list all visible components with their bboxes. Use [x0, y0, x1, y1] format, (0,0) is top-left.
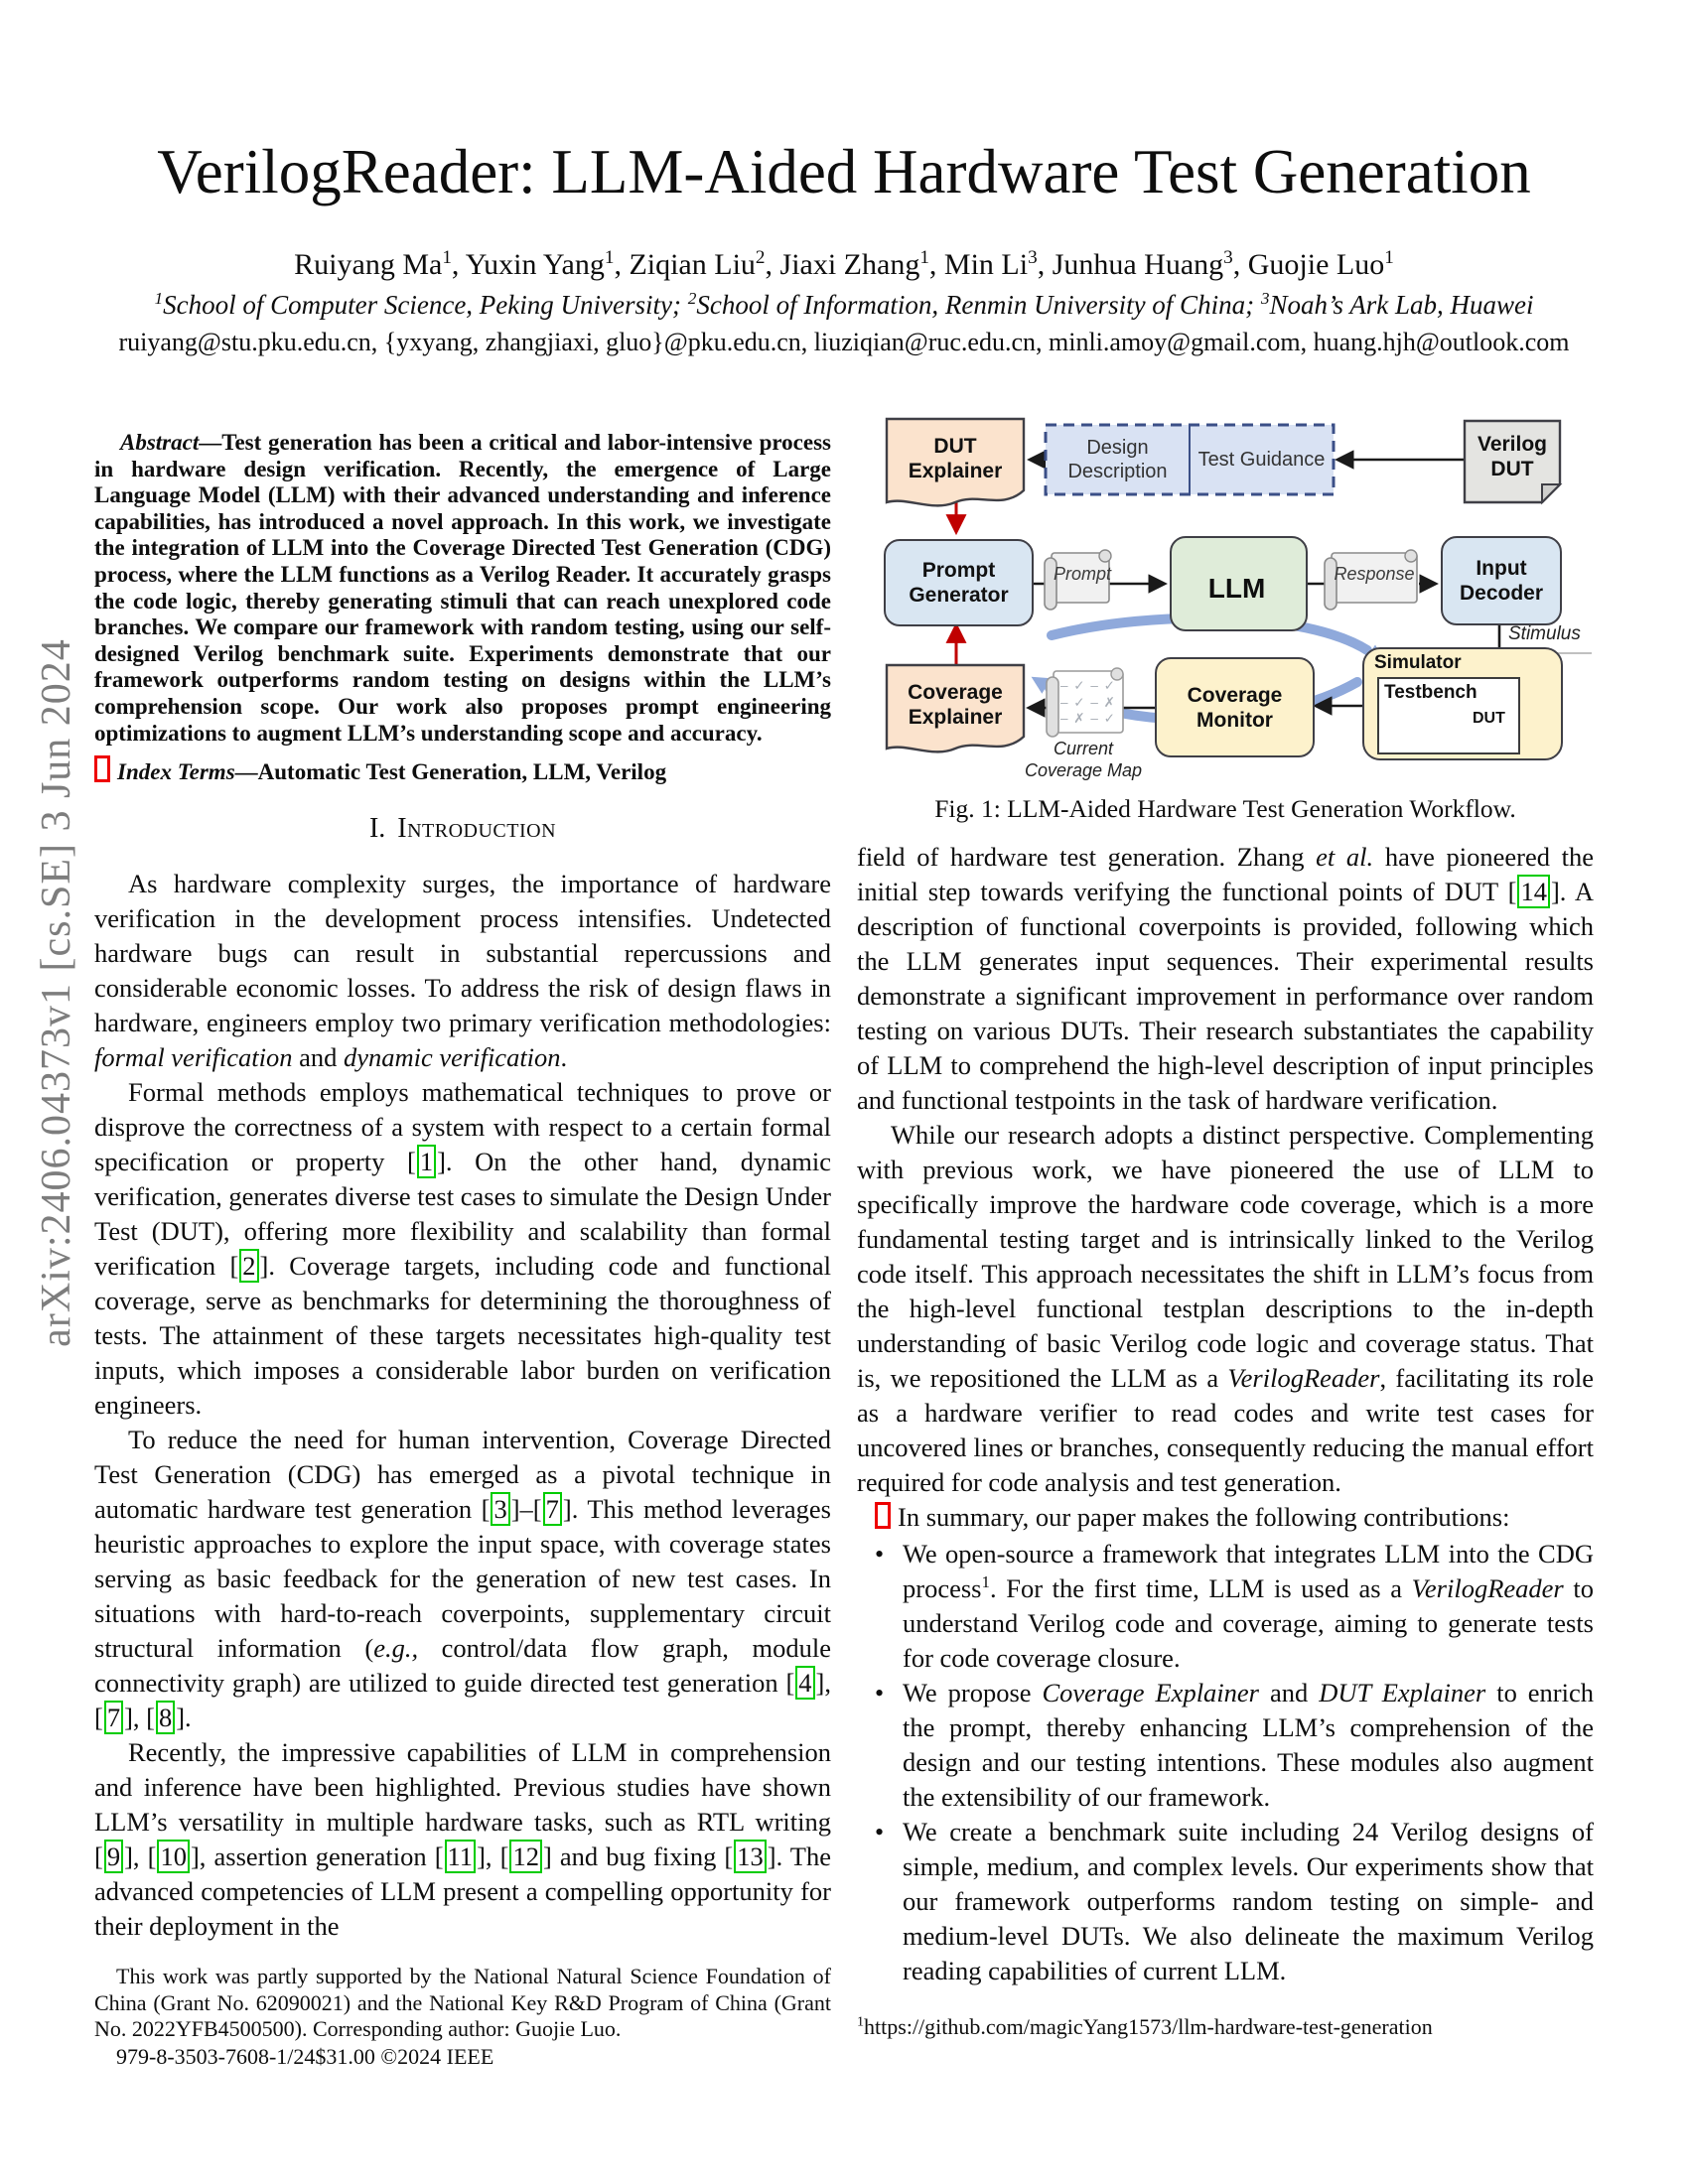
- funding-note: This work was partly supported by the National Natural Science Foundation of China (Grant No. 62090021) and the National Key R&D Program of China (Grant No. 2022YFB4500500). Corresponding author: Guojie Luo.: [94, 1964, 831, 2041]
- citation-link[interactable]: 3: [491, 1492, 509, 1526]
- coverage-map-label-1: Current: [1053, 739, 1114, 758]
- prompt-scroll-label: Prompt: [1053, 564, 1112, 584]
- design-description-label: Design Description: [1067, 437, 1168, 482]
- paragraph: To reduce the need for human intervention, Coverage Directed Test Generation (CDG) has emerged as a pivotal technique in automatic hardware test generation [ 3 ]–[ 7 ]. This method leverages heuristic approaches to explore the input space, with coverage states serving as basic feedback for the generation of new test cases. In situations with hard-to-reach coverpoints, supplementary circuit structural information (e.g., control/data flow graph, module connectivity graph) are utilized to guide directed test generation [ 4 ], [ 7 ], [ 8 ].: [94, 1425, 831, 1733]
- section-title: Introduction: [397, 813, 557, 845]
- abstract: Abstract—Test generation has been a critical and labor-intensive process in hardware design verification. Recently, the emergence of Large Language Model (LLM) with their advanced understanding and inference capabilities, has introduced a novel approach. In this work, we investigate the integration of LLM into the Coverage Directed Test Generation (CDG) process, where the LLM functions as a Verilog Reader. It accurately grasps the code logic, thereby generating stimuli that can reach unexplored code branches. We compare our framework with random testing, using our self-designed Verilog benchmark suite. Experiments demonstrate that our framework outperforms random testing on designs within the LLM’s comprehension scope. Our work also proposes prompt engineering optimizations to augment LLM’s understanding scope and accuracy.: [94, 430, 831, 746]
- section-heading-introduction: [94, 813, 831, 845]
- verilog-dut-label: Verilog DUT: [1477, 433, 1548, 480]
- citation-link[interactable]: 13: [734, 1840, 767, 1873]
- contributions-intro: In summary, our paper makes the following contributions:: [857, 1500, 1594, 1535]
- figure-1-workflow: [857, 397, 1594, 786]
- llm-label: LLM: [1207, 573, 1266, 604]
- thanks-footnote: [94, 1964, 831, 2070]
- red-box-marker: [94, 755, 110, 782]
- author-line: Ruiyang Ma$^1$, Yuxin Yang$^1$, Ziqian Liu$^2$, Jiaxi Zhang$^1$, Min Li$^3$, Junhua Huang$^3$, Guojie Luo$^1$: [294, 247, 1394, 281]
- simulator-label: Simulator: [1374, 652, 1462, 673]
- paragraph: As hardware complexity surges, the importance of hardware verification in the development process intensifies. Undetected hardware bugs can result in substantial repercussions and considerable economic losses. To address the risk of design flaws in hardware, engineers employ two primary verification methodologies: formal verification and dynamic verification.: [94, 869, 831, 1073]
- coverage-explainer-label: Coverage Explainer: [908, 681, 1003, 729]
- citation-link[interactable]: 7: [104, 1701, 123, 1734]
- citation-link[interactable]: 14: [1517, 875, 1550, 908]
- coverage-monitor-box: Coverage Monitor: [1155, 657, 1315, 757]
- citation-link[interactable]: 4: [795, 1666, 814, 1700]
- github-footnote[interactable]: $^1$https://github.com/magicYang1573/llm-hardware-test-generation: [857, 2013, 1433, 2039]
- paragraph: field of hardware test generation. Zhang et al. have pioneered the initial step towards verifying the functional points of DUT [ 14 ]. A description of functional coverpoints is provided, following which the LLM generates input sequences. Their experimental results demonstrate a significant improvement in performance over random testing on various DUTs. Their research substantiates the capability of LLM to comprehend the high-level description of input principles and functional testpoints in the task of hardware verification.: [857, 842, 1595, 1115]
- figure-caption: Fig. 1: LLM-Aided Hardware Test Generation Workflow.: [934, 794, 1516, 823]
- dut-chip-label: DUT: [1473, 710, 1505, 727]
- citation-link[interactable]: 7: [543, 1492, 562, 1526]
- red-box-marker: [875, 1502, 891, 1529]
- citation-link[interactable]: 9: [104, 1840, 123, 1873]
- testbench-label: Testbench: [1384, 682, 1477, 703]
- paper-header: [94, 0, 1594, 357]
- affiliation-line: $^1$School of Computer Science, Peking University; $^2$School of Information, Renmin University of China; $^3$Noah’s Ark Lab, Huawei: [154, 289, 1534, 320]
- index-terms: Index Terms—Automatic Test Generation, LLM, Verilog: [94, 755, 831, 785]
- list-item: • We create a benchmark suite including 24 Verilog designs of simple, medium, and complex levels. Our experiments show that our framework outperforms random testing on simple- and medium-level DUTs. We also delineate the maximum Verilog reading capabilities of current LLM.: [903, 1815, 1594, 1988]
- paragraph: While our research adopts a distinct perspective. Complementing with previous work, we have pioneered the use of LLM to specifically improve the hardware code coverage, which is a more fundamental testing target and is intrinsically linked to the Verilog code itself. This approach necessitates the shift in LLM’s focus from the high-level functional testplan descriptions to the in-depth understanding of basic Verilog code logic and coverage status. That is, we repositioned the LLM as a VerilogReader, facilitating its role as a hardware verifier to read codes and write test cases for uncovered lines or branches, consequently reducing the manual effort required for code analysis and test generation.: [857, 1120, 1594, 1497]
- right-column: [857, 397, 1594, 2040]
- citation-link[interactable]: 12: [509, 1840, 542, 1873]
- paragraph: Recently, the impressive capabilities of LLM in comprehension and inference have been highlighted. Previous studies have shown LLM’s versatility in multiple hardware tasks, such as RTL writing [ 9 ], [ 10 ], assertion generation [ 11 ], [ 12 ] and bug fixing [ 13 ]. The advanced competencies of LLM present a compelling opportunity for their deployment in the: [94, 1737, 832, 1942]
- citation-link[interactable]: 2: [239, 1249, 258, 1283]
- coverage-map-rows: – ✓ – ✓ – ✓ – ✗ – ✗ – ✓: [1060, 678, 1116, 726]
- response-scroll-label: Response: [1334, 564, 1415, 584]
- coverage-map-label-2: Coverage Map: [1024, 760, 1143, 780]
- verilog-dut-doc-fold: [1542, 484, 1560, 502]
- email-line[interactable]: ruiyang@stu.pku.edu.cn, {yxyang, zhangjiaxi, gluo}@pku.edu.cn, liuziqian@ruc.edu.cn, minli.amoy@gmail.com, huang.hjh@outlook.com: [118, 328, 1570, 356]
- dut-explainer-label: DUT Explainer: [908, 435, 1003, 482]
- contribution-list: [857, 1537, 1594, 1988]
- left-column: [94, 430, 831, 2070]
- citation-link[interactable]: 11: [445, 1840, 477, 1873]
- arxiv-stamp: arXiv:2406.04373v1 [cs.SE] 3 Jun 2024: [34, 638, 79, 1347]
- test-guidance-label: Test Guidance: [1197, 449, 1326, 471]
- list-item: • We propose Coverage Explainer and DUT Explainer to enrich the prompt, thereby enhancing LLM’s comprehension of the design and our testing intentions. These modules also augment the extensibility of our framework.: [903, 1676, 1594, 1815]
- citation-link[interactable]: 8: [156, 1701, 175, 1734]
- citation-link[interactable]: 10: [157, 1840, 190, 1873]
- list-item: • We open-source a framework that integrates LLM into the CDG process$^1$. For the first time, LLM is used as a VerilogReader to understand Verilog code and coverage, aiming to generate tests for code coverage closure.: [903, 1537, 1594, 1676]
- citation-link[interactable]: 1: [417, 1145, 436, 1178]
- stimulus-label: Stimulus: [1508, 623, 1581, 644]
- prompt-generator-box: Prompt Generator: [884, 539, 1034, 626]
- section-number: I.: [368, 813, 386, 845]
- paragraph: Formal methods employs mathematical techniques to prove or disprove the correctness of a system with respect to a certain formal specification or property [ 1 ]. On the other hand, dynamic verification, generates diverse test cases to simulate the Design Under Test (DUT), offering more flexibility and scalability than formal verification [ 2 ]. Coverage targets, including code and functional coverage, serve as benchmarks for determining the thoroughness of tests. The attainment of these targets necessitates high-quality test inputs, which imposes a considerable labor burden on verification engineers.: [94, 1077, 832, 1421]
- copyright-line: 979-8-3503-7608-1/24$31.00 ©2024 IEEE: [116, 2043, 494, 2069]
- input-decoder-box: Input Decoder: [1441, 536, 1562, 625]
- page-title: VerilogReader: LLM-Aided Hardware Test Generation: [157, 137, 1531, 206]
